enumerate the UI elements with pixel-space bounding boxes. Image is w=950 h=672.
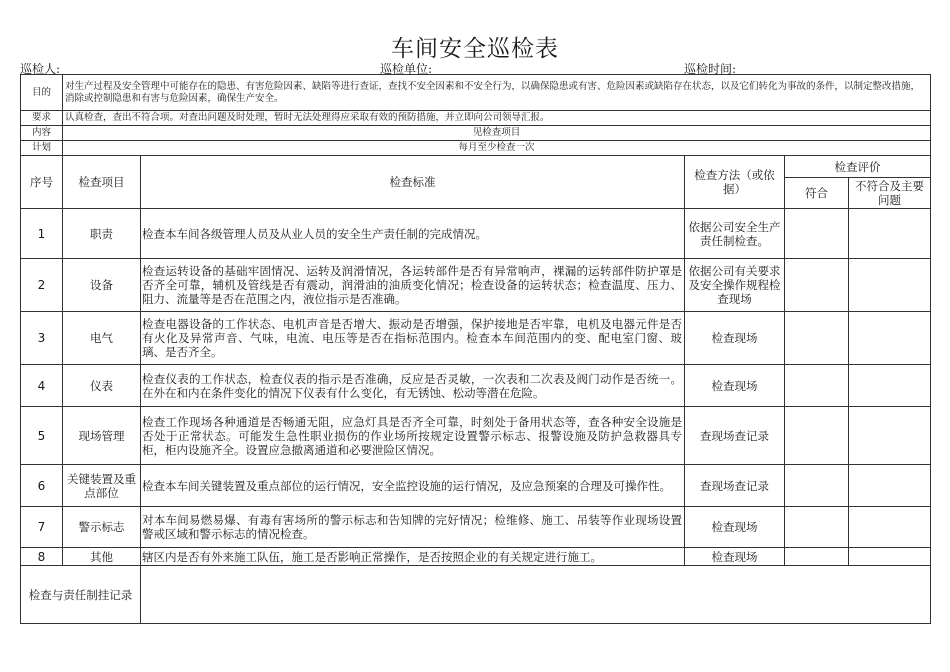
row-method: 检查现场 xyxy=(685,548,785,566)
row-conform-cell[interactable] xyxy=(785,312,849,365)
table-row xyxy=(21,365,931,407)
page-title: 车间安全巡检表 xyxy=(391,36,559,62)
row-nonconform-cell[interactable] xyxy=(849,259,931,312)
row-conform-cell[interactable] xyxy=(785,209,849,259)
col-header-nonconform: 不符合及主要问题 xyxy=(849,178,931,209)
table-row xyxy=(21,407,931,465)
col-header-item: 检查项目 xyxy=(63,156,141,209)
row-item: 仪表 xyxy=(63,365,141,407)
row-nonconform-cell[interactable] xyxy=(849,209,931,259)
requirement-text: 认真检查，查出不符合项。对查出问题及时处理，暂时无法处理得应采取有效的预防措施，并立即向公司领导汇报。 xyxy=(63,111,931,126)
table-row xyxy=(21,209,931,259)
row-item: 设备 xyxy=(63,259,141,312)
row-number: 4 xyxy=(21,365,63,407)
col-header-standard: 检查标准 xyxy=(141,156,685,209)
row-conform-cell[interactable] xyxy=(785,365,849,407)
row-standard: 检查工作现场各种通道是否畅通无阻，应急灯具是否齐全可靠，时刻处于备用状态等，查各种安全设施是否处于正常状态。可能发生急性职业损伤的作业场所按规定设置警示标志、报警设施及防护急救器具专柜，柜内设施齐全。设置应急撤离通道和必要泄险区情况。 xyxy=(141,407,685,465)
table-row xyxy=(21,507,931,548)
row-conform-cell[interactable] xyxy=(785,507,849,548)
requirement-label: 要求 xyxy=(21,111,63,126)
row-item: 其他 xyxy=(63,548,141,566)
table-row xyxy=(21,259,931,312)
col-header-conform: 符合 xyxy=(785,178,849,209)
requirement-row xyxy=(21,111,931,126)
row-item: 现场管理 xyxy=(63,407,141,465)
inspection-table xyxy=(20,74,931,624)
inspection-time-label: 巡检时间: xyxy=(684,62,737,76)
table-row xyxy=(21,465,931,507)
purpose-text: 对生产过程及安全管理中可能存在的隐患、有害危险因素、缺陷等进行查证，查找不安全因素和不安全行为，以确保隐患或有害、危险因素或缺陷存在状态，以及它们转化为事故的条件，以制定整改措施，消除或控制隐患和有害与危险因素，确保生产安全。 xyxy=(63,75,931,111)
row-nonconform-cell[interactable] xyxy=(849,312,931,365)
row-method: 检查现场 xyxy=(685,365,785,407)
row-item: 关键装置及重点部位 xyxy=(63,465,141,507)
inspector-label: 巡检人: xyxy=(20,62,61,76)
table-row xyxy=(21,312,931,365)
row-standard: 辖区内是否有外来施工队伍，施工是否影响正常操作，是否按照企业的有关规定进行施工。 xyxy=(141,548,685,566)
row-standard: 检查运转设备的基础牢固情况、运转及润滑情况，各运转部件是否有异常响声，裸漏的运转部件防护罩是否齐全可靠，辅机及管线是否有震动，润滑油的油质变化情况；检查设备的运转状态；检查温度、压力、阻力、流量等是否在范围之内，液位指示是否准确。 xyxy=(141,259,685,312)
row-method: 依据公司安全生产责任制检查。 xyxy=(685,209,785,259)
row-item: 电气 xyxy=(63,312,141,365)
row-nonconform-cell[interactable] xyxy=(849,407,931,465)
table-row xyxy=(21,548,931,566)
col-header-no: 序号 xyxy=(21,156,63,209)
row-nonconform-cell[interactable] xyxy=(849,507,931,548)
row-method: 检查现场 xyxy=(685,312,785,365)
row-method: 查现场查记录 xyxy=(685,465,785,507)
row-standard: 对本车间易燃易爆、有毒有害场所的警示标志和告知牌的完好情况；检维修、施工、吊装等作业现场设置警戒区域和警示标志的情况检查。 xyxy=(141,507,685,548)
row-number: 6 xyxy=(21,465,63,507)
row-conform-cell[interactable] xyxy=(785,465,849,507)
row-number: 2 xyxy=(21,259,63,312)
row-number: 5 xyxy=(21,407,63,465)
row-number: 1 xyxy=(21,209,63,259)
row-nonconform-cell[interactable] xyxy=(849,465,931,507)
row-nonconform-cell[interactable] xyxy=(849,365,931,407)
row-standard: 检查电器设备的工作状态、电机声音是否增大、振动是否增强，保护接地是否牢靠，电机及电器元件是否有火化及异常声音、气味，电流、电压等是否在指标范围内。检查本车间范围内的变、配电室门窗、玻璃、是否齐全。 xyxy=(141,312,685,365)
column-header-row xyxy=(21,156,931,178)
inspection-unit-label: 巡检单位: xyxy=(380,62,433,76)
content-text: 见检查项目 xyxy=(63,126,931,141)
col-header-evaluation: 检查评价 xyxy=(785,156,931,178)
row-conform-cell[interactable] xyxy=(785,407,849,465)
record-label: 检查与责任制挂记录 xyxy=(21,566,141,624)
row-conform-cell[interactable] xyxy=(785,548,849,566)
row-number: 7 xyxy=(21,507,63,548)
record-row xyxy=(21,566,931,624)
content-label: 内容 xyxy=(21,126,63,141)
row-number: 3 xyxy=(21,312,63,365)
plan-row xyxy=(21,141,931,156)
row-method: 依据公司有关要求及安全操作规程检查现场 xyxy=(685,259,785,312)
row-conform-cell[interactable] xyxy=(785,259,849,312)
plan-label: 计划 xyxy=(21,141,63,156)
row-standard: 检查本车间各级管理人员及从业人员的安全生产责任制的完成情况。 xyxy=(141,209,685,259)
row-method: 查现场查记录 xyxy=(685,407,785,465)
record-field[interactable] xyxy=(141,566,931,624)
row-number: 8 xyxy=(21,548,63,566)
row-method: 检查现场 xyxy=(685,507,785,548)
purpose-label: 目的 xyxy=(21,75,63,111)
row-item: 职责 xyxy=(63,209,141,259)
purpose-row xyxy=(21,75,931,111)
content-row xyxy=(21,126,931,141)
row-standard: 检查本车间关键装置及重点部位的运行情况，安全监控设施的运行情况，及应急预案的合理及可操作性。 xyxy=(141,465,685,507)
row-nonconform-cell[interactable] xyxy=(849,548,931,566)
plan-text: 每月至少检查一次 xyxy=(63,141,931,156)
row-item: 警示标志 xyxy=(63,507,141,548)
row-standard: 检查仪表的工作状态，检查仪表的指示是否准确，反应是否灵敏，一次表和二次表及阀门动作是否统一。在外在和内在条件变化的情况下仪表有什么变化，有无锈蚀、松动等潜在危险。 xyxy=(141,365,685,407)
col-header-method: 检查方法（或依据） xyxy=(685,156,785,209)
